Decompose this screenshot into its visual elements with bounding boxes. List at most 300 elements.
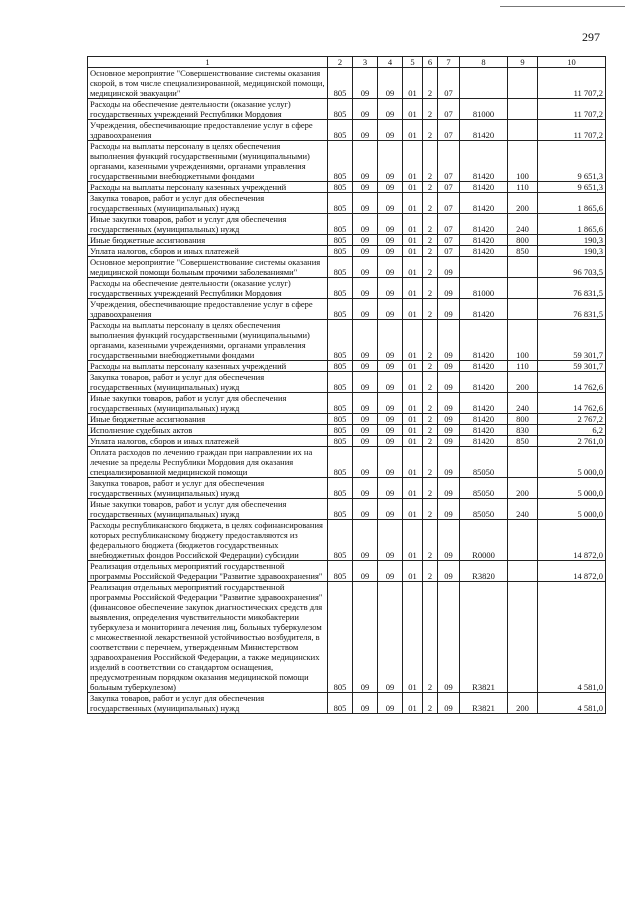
code-pr-cell: 09	[378, 520, 403, 561]
code-csr1-cell: 01	[403, 582, 423, 693]
code-csr3-cell: 09	[438, 278, 460, 299]
code-gr-cell: 805	[328, 447, 353, 478]
amount-cell: 2 767,2	[538, 414, 606, 425]
code-vr-cell: 240	[508, 499, 538, 520]
code-csr1-cell: 01	[403, 436, 423, 447]
code-gr-cell: 805	[328, 99, 353, 120]
amount-cell: 14 872,0	[538, 520, 606, 561]
code-csr2-cell: 2	[423, 257, 438, 278]
code-rz-cell: 09	[353, 393, 378, 414]
amount-cell: 5 000,0	[538, 447, 606, 478]
table-row	[88, 235, 606, 246]
code-rz-cell: 09	[353, 257, 378, 278]
header-row	[88, 57, 606, 68]
code-csr3-cell: 09	[438, 520, 460, 561]
code-vr-cell	[508, 299, 538, 320]
amount-cell: 6,2	[538, 425, 606, 436]
code-csr2-cell: 2	[423, 447, 438, 478]
code-csr4-cell	[460, 68, 508, 99]
code-vr-cell: 110	[508, 182, 538, 193]
code-csr4-cell: 81420	[460, 120, 508, 141]
code-vr-cell	[508, 68, 538, 99]
code-csr2-cell: 2	[423, 499, 438, 520]
code-pr-cell: 09	[378, 193, 403, 214]
table-row	[88, 68, 606, 99]
row-name-cell: Расходы на выплаты персоналу в целях обеспечения выполнения функций государственными (муниципальными) органами, казенными учреждениями, органами управления государственными внебюджетными фондами	[88, 141, 328, 182]
table-row	[88, 499, 606, 520]
code-pr-cell: 09	[378, 68, 403, 99]
code-csr1-cell: 01	[403, 214, 423, 235]
code-pr-cell: 09	[378, 414, 403, 425]
code-gr-cell: 805	[328, 582, 353, 693]
code-csr3-cell: 09	[438, 320, 460, 361]
code-csr1-cell: 01	[403, 68, 423, 99]
code-csr2-cell: 2	[423, 561, 438, 582]
code-csr1-cell: 01	[403, 182, 423, 193]
col-header: 6	[423, 57, 438, 68]
code-csr3-cell: 07	[438, 99, 460, 120]
table-row	[88, 436, 606, 447]
code-rz-cell: 09	[353, 320, 378, 361]
amount-cell: 4 581,0	[538, 582, 606, 693]
code-csr1-cell: 01	[403, 561, 423, 582]
code-csr2-cell: 2	[423, 361, 438, 372]
code-csr3-cell: 09	[438, 257, 460, 278]
code-vr-cell: 200	[508, 193, 538, 214]
code-rz-cell: 09	[353, 582, 378, 693]
row-name-cell: Иные закупки товаров, работ и услуг для обеспечения государственных (муниципальных) нужд	[88, 393, 328, 414]
code-vr-cell: 800	[508, 414, 538, 425]
table-row	[88, 372, 606, 393]
code-csr3-cell: 07	[438, 235, 460, 246]
code-vr-cell	[508, 447, 538, 478]
code-csr1-cell: 01	[403, 120, 423, 141]
code-vr-cell: 100	[508, 320, 538, 361]
code-csr2-cell: 2	[423, 141, 438, 182]
code-csr2-cell: 2	[423, 478, 438, 499]
code-csr1-cell: 01	[403, 520, 423, 561]
code-csr4-cell: 85050	[460, 478, 508, 499]
code-vr-cell	[508, 278, 538, 299]
code-csr2-cell: 2	[423, 299, 438, 320]
table-row	[88, 414, 606, 425]
table-row	[88, 520, 606, 561]
table-row	[88, 214, 606, 235]
code-csr2-cell: 2	[423, 182, 438, 193]
code-csr3-cell: 09	[438, 414, 460, 425]
code-pr-cell: 09	[378, 499, 403, 520]
code-vr-cell	[508, 582, 538, 693]
row-name-cell: Иные закупки товаров, работ и услуг для обеспечения государственных (муниципальных) нужд	[88, 499, 328, 520]
row-name-cell: Оплата расходов по лечению граждан при направлении их на лечение за пределы Республики Мордовия для оказания специализированной медицинской помощи	[88, 447, 328, 478]
amount-cell: 14 762,6	[538, 372, 606, 393]
table-row	[88, 141, 606, 182]
code-csr2-cell: 2	[423, 68, 438, 99]
amount-cell: 9 651,3	[538, 182, 606, 193]
code-csr1-cell: 01	[403, 393, 423, 414]
table-row	[88, 320, 606, 361]
code-gr-cell: 805	[328, 693, 353, 714]
code-rz-cell: 09	[353, 361, 378, 372]
table-row	[88, 246, 606, 257]
code-vr-cell: 240	[508, 393, 538, 414]
code-csr3-cell: 07	[438, 246, 460, 257]
code-csr4-cell: 81420	[460, 299, 508, 320]
code-csr1-cell: 01	[403, 478, 423, 499]
code-csr4-cell: R3821	[460, 693, 508, 714]
amount-cell: 14 762,6	[538, 393, 606, 414]
amount-cell: 11 707,2	[538, 120, 606, 141]
row-name-cell: Иные бюджетные ассигнования	[88, 414, 328, 425]
code-csr1-cell: 01	[403, 499, 423, 520]
code-csr3-cell: 07	[438, 120, 460, 141]
code-csr3-cell: 09	[438, 393, 460, 414]
code-pr-cell: 09	[378, 182, 403, 193]
col-header: 1	[88, 57, 328, 68]
row-name-cell: Уплата налогов, сборов и иных платежей	[88, 246, 328, 257]
row-name-cell: Реализация отдельных мероприятий государственной программы Российской Федерации "Развитие здравоохранения"	[88, 561, 328, 582]
row-name-cell: Основное мероприятие "Совершенствование системы оказания скорой, в том числе специализированной, медицинской помощи, медицинской эвакуации"	[88, 68, 328, 99]
code-rz-cell: 09	[353, 499, 378, 520]
table-row	[88, 299, 606, 320]
amount-cell: 4 581,0	[538, 693, 606, 714]
code-csr2-cell: 2	[423, 246, 438, 257]
code-gr-cell: 805	[328, 414, 353, 425]
code-pr-cell: 09	[378, 141, 403, 182]
code-csr3-cell: 07	[438, 193, 460, 214]
code-pr-cell: 09	[378, 393, 403, 414]
code-gr-cell: 805	[328, 393, 353, 414]
code-csr3-cell: 09	[438, 582, 460, 693]
col-header: 3	[353, 57, 378, 68]
code-rz-cell: 09	[353, 372, 378, 393]
row-name-cell: Закупка товаров, работ и услуг для обеспечения государственных (муниципальных) нужд	[88, 693, 328, 714]
code-rz-cell: 09	[353, 425, 378, 436]
code-gr-cell: 805	[328, 235, 353, 246]
code-csr4-cell: 81420	[460, 235, 508, 246]
code-csr1-cell: 01	[403, 257, 423, 278]
row-name-cell: Расходы на выплаты персоналу казенных учреждений	[88, 361, 328, 372]
code-csr3-cell: 07	[438, 68, 460, 99]
code-gr-cell: 805	[328, 478, 353, 499]
code-csr1-cell: 01	[403, 320, 423, 361]
code-csr1-cell: 01	[403, 693, 423, 714]
code-csr2-cell: 2	[423, 99, 438, 120]
row-name-cell: Иные бюджетные ассигнования	[88, 235, 328, 246]
code-rz-cell: 09	[353, 414, 378, 425]
code-csr2-cell: 2	[423, 414, 438, 425]
code-vr-cell: 850	[508, 246, 538, 257]
amount-cell: 76 831,5	[538, 278, 606, 299]
code-csr3-cell: 09	[438, 425, 460, 436]
code-rz-cell: 09	[353, 214, 378, 235]
code-csr4-cell: 81420	[460, 414, 508, 425]
code-csr4-cell: R3821	[460, 582, 508, 693]
amount-cell: 190,3	[538, 246, 606, 257]
code-gr-cell: 805	[328, 68, 353, 99]
code-csr2-cell: 2	[423, 520, 438, 561]
code-csr3-cell: 09	[438, 372, 460, 393]
code-pr-cell: 09	[378, 235, 403, 246]
code-rz-cell: 09	[353, 520, 378, 561]
code-vr-cell: 240	[508, 214, 538, 235]
code-pr-cell: 09	[378, 99, 403, 120]
code-csr2-cell: 2	[423, 393, 438, 414]
code-gr-cell: 805	[328, 425, 353, 436]
code-csr4-cell: R3820	[460, 561, 508, 582]
budget-table	[87, 56, 606, 714]
row-name-cell: Основное мероприятие "Совершенствование системы оказания медицинской помощи больным прочими заболеваниями"	[88, 257, 328, 278]
code-gr-cell: 805	[328, 120, 353, 141]
col-header: 5	[403, 57, 423, 68]
code-csr2-cell: 2	[423, 193, 438, 214]
code-pr-cell: 09	[378, 436, 403, 447]
code-csr1-cell: 01	[403, 447, 423, 478]
code-csr4-cell: 81420	[460, 320, 508, 361]
code-pr-cell: 09	[378, 257, 403, 278]
code-csr4-cell: 81420	[460, 193, 508, 214]
code-csr3-cell: 09	[438, 561, 460, 582]
code-csr4-cell: 81420	[460, 372, 508, 393]
code-rz-cell: 09	[353, 447, 378, 478]
row-name-cell: Расходы на выплаты персоналу казенных учреждений	[88, 182, 328, 193]
code-gr-cell: 805	[328, 257, 353, 278]
code-vr-cell: 200	[508, 693, 538, 714]
code-vr-cell: 850	[508, 436, 538, 447]
code-csr3-cell: 09	[438, 299, 460, 320]
row-name-cell: Исполнение судебных актов	[88, 425, 328, 436]
amount-cell: 5 000,0	[538, 499, 606, 520]
code-gr-cell: 805	[328, 320, 353, 361]
col-header: 9	[508, 57, 538, 68]
code-vr-cell: 200	[508, 372, 538, 393]
top-rule	[500, 6, 625, 7]
table-row	[88, 561, 606, 582]
code-vr-cell	[508, 520, 538, 561]
code-pr-cell: 09	[378, 299, 403, 320]
code-vr-cell: 800	[508, 235, 538, 246]
code-csr2-cell: 2	[423, 214, 438, 235]
code-csr2-cell: 2	[423, 436, 438, 447]
table-row	[88, 193, 606, 214]
code-rz-cell: 09	[353, 436, 378, 447]
code-gr-cell: 805	[328, 561, 353, 582]
code-csr4-cell: 81000	[460, 99, 508, 120]
code-rz-cell: 09	[353, 193, 378, 214]
code-csr4-cell: 81420	[460, 361, 508, 372]
table-row	[88, 447, 606, 478]
code-csr2-cell: 2	[423, 278, 438, 299]
code-csr2-cell: 2	[423, 120, 438, 141]
code-csr1-cell: 01	[403, 278, 423, 299]
code-rz-cell: 09	[353, 68, 378, 99]
code-vr-cell: 110	[508, 361, 538, 372]
code-rz-cell: 09	[353, 561, 378, 582]
code-gr-cell: 805	[328, 182, 353, 193]
amount-cell: 11 707,2	[538, 68, 606, 99]
table-row	[88, 425, 606, 436]
code-csr3-cell: 07	[438, 182, 460, 193]
code-csr4-cell	[460, 257, 508, 278]
code-csr2-cell: 2	[423, 372, 438, 393]
code-rz-cell: 09	[353, 99, 378, 120]
row-name-cell: Расходы на обеспечение деятельности (оказание услуг) государственных учреждений Республики Мордовия	[88, 278, 328, 299]
page-number: 297	[582, 30, 600, 44]
code-csr3-cell: 09	[438, 436, 460, 447]
code-csr4-cell: 85050	[460, 447, 508, 478]
code-csr1-cell: 01	[403, 246, 423, 257]
code-pr-cell: 09	[378, 120, 403, 141]
amount-cell: 96 703,5	[538, 257, 606, 278]
code-csr1-cell: 01	[403, 193, 423, 214]
amount-cell: 1 865,6	[538, 193, 606, 214]
code-rz-cell: 09	[353, 693, 378, 714]
code-gr-cell: 805	[328, 141, 353, 182]
amount-cell: 11 707,2	[538, 99, 606, 120]
code-csr4-cell: 81000	[460, 278, 508, 299]
code-rz-cell: 09	[353, 278, 378, 299]
code-csr3-cell: 09	[438, 499, 460, 520]
col-header: 8	[460, 57, 508, 68]
table-row	[88, 478, 606, 499]
table-row	[88, 120, 606, 141]
code-gr-cell: 805	[328, 246, 353, 257]
code-csr1-cell: 01	[403, 235, 423, 246]
table-row	[88, 693, 606, 714]
code-pr-cell: 09	[378, 246, 403, 257]
row-name-cell: Закупка товаров, работ и услуг для обеспечения государственных (муниципальных) нужд	[88, 193, 328, 214]
table-row	[88, 582, 606, 693]
code-csr1-cell: 01	[403, 372, 423, 393]
col-header: 7	[438, 57, 460, 68]
code-csr2-cell: 2	[423, 425, 438, 436]
code-pr-cell: 09	[378, 320, 403, 361]
code-rz-cell: 09	[353, 141, 378, 182]
row-name-cell: Расходы республиканского бюджета, в целях софинансирования которых республиканскому бюджету предоставляются из федерального бюджета (бюджетов государственных внебюджетных фондов Российской Федерации) субсидии	[88, 520, 328, 561]
col-header: 2	[328, 57, 353, 68]
code-csr1-cell: 01	[403, 299, 423, 320]
col-header: 4	[378, 57, 403, 68]
code-csr4-cell: R0000	[460, 520, 508, 561]
code-csr2-cell: 2	[423, 320, 438, 361]
code-vr-cell: 830	[508, 425, 538, 436]
col-header: 10	[538, 57, 606, 68]
code-gr-cell: 805	[328, 278, 353, 299]
code-gr-cell: 805	[328, 436, 353, 447]
code-csr1-cell: 01	[403, 414, 423, 425]
row-name-cell: Закупка товаров, работ и услуг для обеспечения государственных (муниципальных) нужд	[88, 478, 328, 499]
row-name-cell: Закупка товаров, работ и услуг для обеспечения государственных (муниципальных) нужд	[88, 372, 328, 393]
code-gr-cell: 805	[328, 214, 353, 235]
code-csr2-cell: 2	[423, 582, 438, 693]
row-name-cell: Учреждения, обеспечивающие предоставление услуг в сфере здравоохранения	[88, 120, 328, 141]
code-csr4-cell: 81420	[460, 246, 508, 257]
code-pr-cell: 09	[378, 278, 403, 299]
amount-cell: 5 000,0	[538, 478, 606, 499]
code-gr-cell: 805	[328, 361, 353, 372]
amount-cell: 2 761,0	[538, 436, 606, 447]
code-gr-cell: 805	[328, 193, 353, 214]
code-csr3-cell: 07	[438, 141, 460, 182]
code-pr-cell: 09	[378, 372, 403, 393]
amount-cell: 9 651,3	[538, 141, 606, 182]
code-csr3-cell: 09	[438, 693, 460, 714]
row-name-cell: Расходы на обеспечение деятельности (оказание услуг) государственных учреждений Республики Мордовия	[88, 99, 328, 120]
row-name-cell: Уплата налогов, сборов и иных платежей	[88, 436, 328, 447]
row-name-cell: Расходы на выплаты персоналу в целях обеспечения выполнения функций государственными (муниципальными) органами, казенными учреждениями, органами управления государственными внебюджетными фондами	[88, 320, 328, 361]
code-pr-cell: 09	[378, 361, 403, 372]
code-gr-cell: 805	[328, 520, 353, 561]
code-vr-cell	[508, 561, 538, 582]
amount-cell: 190,3	[538, 235, 606, 246]
code-csr1-cell: 01	[403, 141, 423, 182]
code-vr-cell	[508, 99, 538, 120]
code-csr3-cell: 09	[438, 478, 460, 499]
table-row	[88, 278, 606, 299]
code-csr4-cell: 81420	[460, 141, 508, 182]
code-csr2-cell: 2	[423, 235, 438, 246]
row-name-cell: Реализация отдельных мероприятий государственной программы Российской Федерации "Развитие здравоохранения" (финансовое обеспечение закупок диагностических средств для выявления, определения чувствительности микобактерии туберкулеза и мониторинга лечения лиц, больных туберкулезом с множественной лекарственной устойчивостью возбудителя, в соответствии с перечнем, утвержденным Министерством здравоохранения Российской Федерации, а также медицинских изделий в соответствии со стандартом оснащения, предусмотренным порядком оказания медицинской помощи больным туберкулезом)	[88, 582, 328, 693]
amount-cell: 59 301,7	[538, 361, 606, 372]
code-pr-cell: 09	[378, 478, 403, 499]
code-csr4-cell: 81420	[460, 182, 508, 193]
table-row	[88, 99, 606, 120]
table-row	[88, 361, 606, 372]
row-name-cell: Иные закупки товаров, работ и услуг для обеспечения государственных (муниципальных) нужд	[88, 214, 328, 235]
code-pr-cell: 09	[378, 561, 403, 582]
code-rz-cell: 09	[353, 478, 378, 499]
code-rz-cell: 09	[353, 299, 378, 320]
code-csr4-cell: 81420	[460, 393, 508, 414]
code-csr1-cell: 01	[403, 361, 423, 372]
code-csr2-cell: 2	[423, 693, 438, 714]
amount-cell: 59 301,7	[538, 320, 606, 361]
code-csr4-cell: 85050	[460, 499, 508, 520]
code-gr-cell: 805	[328, 372, 353, 393]
code-csr3-cell: 07	[438, 214, 460, 235]
code-csr4-cell: 81420	[460, 214, 508, 235]
code-pr-cell: 09	[378, 425, 403, 436]
code-rz-cell: 09	[353, 235, 378, 246]
code-vr-cell: 200	[508, 478, 538, 499]
code-csr4-cell: 81420	[460, 425, 508, 436]
code-pr-cell: 09	[378, 582, 403, 693]
code-vr-cell: 100	[508, 141, 538, 182]
code-rz-cell: 09	[353, 246, 378, 257]
code-csr3-cell: 09	[438, 361, 460, 372]
table-row	[88, 393, 606, 414]
amount-cell: 1 865,6	[538, 214, 606, 235]
code-csr3-cell: 09	[438, 447, 460, 478]
code-rz-cell: 09	[353, 120, 378, 141]
code-pr-cell: 09	[378, 214, 403, 235]
code-csr1-cell: 01	[403, 425, 423, 436]
code-vr-cell	[508, 120, 538, 141]
code-rz-cell: 09	[353, 182, 378, 193]
row-name-cell: Учреждения, обеспечивающие предоставление услуг в сфере здравоохранения	[88, 299, 328, 320]
code-gr-cell: 805	[328, 499, 353, 520]
code-vr-cell	[508, 257, 538, 278]
code-csr1-cell: 01	[403, 99, 423, 120]
code-csr4-cell: 81420	[460, 436, 508, 447]
amount-cell: 14 872,0	[538, 561, 606, 582]
code-pr-cell: 09	[378, 693, 403, 714]
table-row	[88, 182, 606, 193]
code-pr-cell: 09	[378, 447, 403, 478]
amount-cell: 76 831,5	[538, 299, 606, 320]
table-row	[88, 257, 606, 278]
code-gr-cell: 805	[328, 299, 353, 320]
